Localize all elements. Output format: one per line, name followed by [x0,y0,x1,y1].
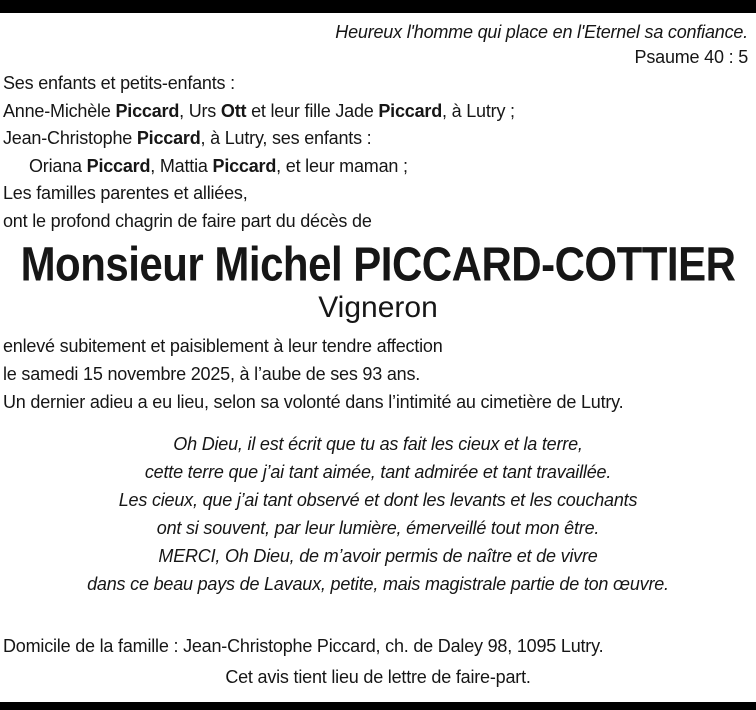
notice-body [0,19,756,691]
poem-line-6: dans ce beau pays de Lavaux, petite, mais magistrale partie de ton œuvre. [87,574,669,594]
family-block [3,70,753,235]
announcement-line-1: enlevé subitement et paisiblement à leur tendre affection [3,336,443,356]
family-line-grief: ont le profond chagrin de faire part du décès de [3,210,372,231]
family-line-heading: Ses enfants et petits-enfants : [3,73,235,93]
epigraph-source: Psaume 40 : 5 [634,47,748,67]
bottom-border-bar [0,702,756,710]
family-line-children-1: Anne-Michèle Piccard, Urs Ott et leur fille Jade Piccard, à Lutry ; [3,100,515,121]
poem-line-2: cette terre que j’ai tant aimée, tant admirée et tant travaillée. [144,462,612,482]
closing-notice: Cet avis tient lieu de lettre de faire-part. [225,667,531,687]
poem-line-4: ont si souvent, par leur lumière, émerveillé tout mon être. [156,518,600,538]
family-home-line: Domicile de la famille : Jean-Christophe Piccard, ch. de Daley 98, 1095 Lutry. [3,636,604,656]
poem-line-1: Oh Dieu, il est écrit que tu as fait les cieux et la terre, [173,434,583,454]
poem-line-3: Les cieux, que j’ai tant observé et dont les levants et les couchants [118,490,638,510]
family-line-relatives: Les familles parentes et alliées, [3,183,248,203]
poem-block [3,430,753,598]
announcement-block [3,332,753,416]
family-line-children-2: Jean-Christophe Piccard, à Lutry, ses enfants : [3,128,372,148]
announcement-line-2: le samedi 15 novembre 2025, à l’aube de ses 93 ans. [3,364,421,384]
announcement-line-3: Un dernier adieu a eu lieu, selon sa volonté dans l’intimité au cimetière de Lutry. [3,392,624,412]
deceased-profession: Vigneron [318,291,438,324]
family-line-grandchildren: Oriana Piccard, Mattia Piccard, et leur maman ; [29,155,408,176]
deceased-name: Monsieur Michel PICCARD-COTTIER [20,236,736,291]
epigraph-quote: Heureux l'homme qui place en l'Eternel sa confiance. [335,22,748,42]
top-border-bar [0,0,756,13]
poem-line-5: MERCI, Oh Dieu, de m’avoir permis de naître et de vivre [158,546,598,566]
